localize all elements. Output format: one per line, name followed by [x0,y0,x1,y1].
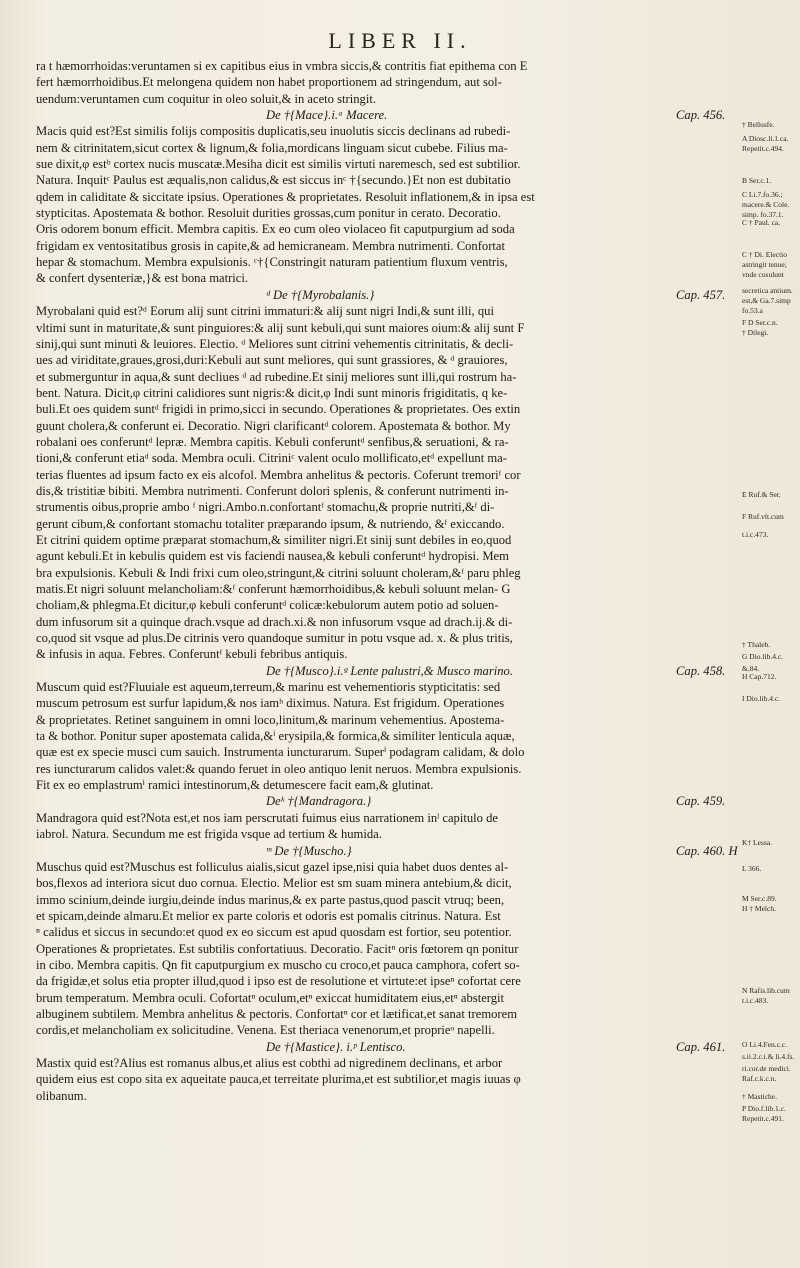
margin-note: H † Melch. [742,904,776,913]
chapter-heading [36,107,736,123]
margin-note: A Diosc.li.1.ca. Repetit.c.494. [742,134,789,153]
chapter-title: Deᵏ †{Mandragora.} [266,794,372,809]
margin-note: † Dilegi. [742,328,769,337]
text-line: qdem in caliditate & siccitate ipsius. Operationes & proprietates. Resoluit inflationem,& in ipsa est [36,189,535,204]
text-line: et spicam,deinde almaru.Et melior ex parte coloris et odoris est pomalis citrinus. Natura. Est [36,908,501,923]
text-line: Operationes & proprietates. Est subtilis confortatiuus. Decoratio. Facitⁿ oris fœtorem qn ponitur [36,941,519,956]
margin-note: N Rafis.lib.cum [742,986,790,995]
text-line: bos,flexos ad interiora sicut duo cornua. Electio. Melior est sm suam minera antebium,& dicit, [36,876,512,891]
text-line: immo scinium,deinde iurgiu,deinde indus marinus,& ex parte pastus,quod pascit vtruq; been, [36,892,505,907]
chapter-heading [36,793,736,809]
text-line: robalani oes conferuntᵈ lepræ. Membra capitis. Kebuli conferuntᵈ senfibus,& seruationi, & ra- [36,434,509,449]
chapter-title: De †{Mace}.i.ᵃ Macere. [266,108,388,123]
margin-note: † Bellusfe. [742,120,775,129]
chapter-number: Cap. 460. H [676,843,738,858]
chapter-heading [36,287,736,303]
margin-note: secretica antium. est,& Ga.7.simp fo.53.a [742,286,793,315]
text-line: frigidam ex ventositatibus grosis in capite,& ad hemicraneam. Membra nutrimenti. Confortat [36,238,505,253]
chapter-heading [36,1039,736,1055]
text-line: olibanum. [36,1088,87,1103]
text-line: vltimi sunt in maturitate,& sunt pinguiores:& alij sunt kebuli,qui sunt maiores oium:& alij sunt F [36,320,525,335]
margin-note: M Ser.c.89. [742,894,777,903]
main-text-column [36,58,736,1104]
text-line: albuginem subtilem. Membra anhelitus & pectoris. Confortatⁿ cor et lætificat,et sanat tremorem [36,1006,517,1021]
margin-note: O Li.4.Fen.c.c. [742,1040,787,1049]
chapter-title: De †{Musco}.i.ᵍ Lente palustri,& Musco marino. [266,663,513,678]
text-line: Myrobalani quid est?ᵈ Eorum alij sunt citrini immaturi:& alij sunt nigri Indi,& sunt illi, qui [36,304,494,319]
margin-note: F Ruf.vlt.cum [742,512,784,521]
text-line: Muscum quid est?Fluuiale est aqueum,terreum,& marinu est vehementioris stypticitatis: sed [36,680,501,695]
text-line: ra t hæmorrhoidas:veruntamen si ex capitibus eius in vmbra siccis,& contritis fiat epithema con E [36,59,528,73]
text-line: & proprietates. Retinet sanguinem in omni loco,linitum,& marinum vehementius. Apostema- [36,712,505,727]
text-line: & infusis in aqua. Febres. Conferuntᶠ kebuli febribus antiquis. [36,647,348,662]
text-line: sue dixit,φ estᵇ cortex nucis muscatæ.Mesiha dicit est similis virtuti naremesch, sed est subtilior. [36,157,521,172]
text-line: choliam,& phlegma.Et dicitur,φ kebuli conferuntᵈ colicæ:kebulorum autem potio ad soluen- [36,598,499,613]
text-line: et submerguntur in aqua,& sunt decliues ᵈ ad rubedine.Et sinij meliores sunt illi,qui rostrum ha- [36,369,517,384]
text-line: agunt kebuli.Et in kebulis quidem est vis faciendi nausea,& kebuli conferuntᵈ hydropisi. Mem [36,549,509,564]
margin-note: I Dio.lib.4.c. [742,694,781,703]
running-header: LIBER II. [328,28,472,53]
text-line: hepar & stomachum. Membra expulsionis. ᶜ†{Constringit naturam patientium fluxum ventris, [36,255,508,270]
chapter-number: Cap. 461. [676,1039,726,1054]
text-line: guunt cholera,& conferunt ei. Decoratio. Nigri clarificantᵈ colorem. Apostemata & bothor. My [36,418,511,433]
margin-note: s.ii.2.c.i.& li.4.fs. [742,1052,795,1061]
margin-note: E Ruf.& Ser. [742,490,781,499]
text-line: bra expulsionis. Kebuli & Indi frixi cum oleo,stringunt,& citrini soluunt choleram,&ᶠ paru phleg [36,565,521,580]
text-line: nem & citrinitatem,sicut cortex & lignum,& folia,mordicans linguam sicut cubebe. Filius ma- [36,140,508,155]
text-line: da frigidæ,et solus etia propter illud,quod i ipso est de resolutione et virtute:et ipseⁿ cofortat cere [36,974,521,989]
text-line: co,quod sit vsque ad plus.De citrinis vero quandoque sumitur in potu vsque ad. x. & plus tritis, [36,631,513,646]
text-line: ⁿ calidus et siccus in secundo:et quod ex eo siccum est apud quosdam est fortior, seu potentior. [36,925,512,940]
text-line: buli.Et oes quidem suntᵈ frigidi in primo,sicci in secundo. Operationes & proprietates. Oes extin [36,402,521,417]
margin-note: C † Paul. ca. [742,218,781,227]
text-line: uendum:veruntamen cum coquitur in oleo soluit,& in aceto stringit. [36,91,376,106]
chapter-heading [36,663,736,679]
text-line: fert hæmorrhoidibus.Et melongena quidem non habet proportionem ad stringendum, aut sol- [36,75,502,90]
margin-note: K† Lessa. [742,838,772,847]
chapter-number: Cap. 456. [676,108,726,123]
text-line: Mandragora quid est?Nota est,et nos iam perscrutati fuimus eius narrationem inˡ capitulo de [36,810,498,825]
margin-note: ri.cor.de medici. [742,1064,791,1073]
text-line: in cibo. Membra capitis. Qn fit caputpurgium ex muscho cu croco,et pauca camphora, cofert so- [36,957,520,972]
margin-note: t.i.c.483. [742,996,769,1005]
margin-note: L 366. [742,864,762,873]
margin-note: Raf.c.k.c.n. [742,1074,777,1083]
text-line: Muschus quid est?Muschus est folliculus aialis,sicut gazel ipse,nisi quia habet duos dentes al- [36,859,509,874]
text-line: iabrol. Natura. Secundum me est frigida vsque ad tertium & humida. [36,827,382,842]
text-line: bent. Natura. Dicit,φ citrini calidiores sunt nigris:& dicit,φ Indi sunt minoris frigiditatis, q ke- [36,385,508,400]
margin-note: H Cap.712. [742,672,777,681]
text-line: tioni,& conferunt etiaᵈ soda. Membra oculi. Citriniᶜ valent oculo mollificato,etᵈ expellunt ma- [36,451,507,466]
text-line: quæ est ex specie musci cum sauich. Instrumenta iuncturarum. Superⁱ podagram calidam, & dolo [36,745,525,760]
margin-note: Repetit.c.491. [742,1114,784,1123]
text-line: strumentis oibus,proprie ambo ᶠ nigri.Ambo.n.confortantᶠ stomachu,& proprie nutriti,&ᶠ di- [36,500,495,515]
margin-note: † Mastiche. [742,1092,777,1101]
text-line: quidem eius est copo sita ex aqueitate pauca,et terreitate plurima,et est subtilior,et magis iuuas φ [36,1072,521,1087]
chapter-number: Cap. 457. [676,287,726,302]
text-line: dum infusorum sit a quinque drach.vsque ad drach.xi.& non infusorum vsque ad drach.ij.& di- [36,614,513,629]
margin-note: F D Ser.c.n. [742,318,778,327]
text-line: cordis,et melancholiam ex solicitudine. Venena. Est theriaca venenorum,et proprieᵒ napelli. [36,1023,495,1038]
text-line: muscum petrosum est surfur lapidum,& nos iamʰ diximus. Natura. Est frigidum. Operationes [36,696,505,711]
chapter-title: De †{Mastice}. i.ᵖ Lentisco. [266,1039,406,1054]
text-line: terias fluentes ad ipsum facto ex eis alcofol. Membra anhelitus & pectoris. Coferunt tremoriᶠ cor [36,467,521,482]
margin-note: &.84. [742,664,760,673]
margin-note: t.i.c.473. [742,530,769,539]
text-line: Mastix quid est?Alius est romanus albus,et alius est cobthi ad nigredinem declinans, et arbor [36,1055,503,1070]
text-line: brum temperatum. Membra oculi. Cofortatⁿ oculum,etⁿ exiccat humiditatem eius,etⁿ abstergit [36,990,505,1005]
text-line: & confert dysenteriæ,}& est bona matrici. [36,271,249,286]
chapter-number: Cap. 459. [676,794,726,809]
text-line: gerunt cibum,& confortant stomachu totaliter præparando ipsum, & nutriendo, &ᶠ exiccando. [36,516,505,531]
margin-note: C Li.7.fo.36.; macere.& Cole. simp. fo.37.1. [742,190,790,219]
chapter-heading [36,843,736,859]
text-line: Et citrini quidem optime præparat stomachum,& similiter nigri.Et sinij sunt debiles in eo,quod [36,532,512,547]
text-line: ues ad viriditate,graues,grosi,duri:Kebuli aut sunt meliores, qui sunt grassiores, & ᵈ grauiores, [36,353,508,368]
text-line: sinij,qui sunt minuti & leuiores. Electio. ᵈ Meliores sunt citrini vehementis citrinitatis, & decli- [36,336,514,351]
text-line: matis.Et nigri soluunt melancholiam:&ᶠ conferunt hæmorrhoidibus,& kebuli soluunt melan- G [36,582,511,596]
text-line: Fit ex eo emplastrumⁱ ramici intestinorum,& detumescere facit eam,& glutinat. [36,778,434,793]
margin-note: † Thaleb. [742,640,771,649]
margin-note: P Dio.f.lib.1.c. [742,1104,786,1113]
text-line: res iuncturarum calidos valet:& quando feruet in oleo antiquo lenit neruos. Membra expulsionis. [36,761,522,776]
text-line: stypticitas. Apostemata & bothor. Resoluit durities grossas,cum ponitur in cerato. Decoratio. [36,206,501,221]
text-line: Natura. Inquitᶜ Paulus est æqualis,non calidus,& est siccus inᶜ †{secundo.}Et non est dubitatio [36,173,511,188]
text-line: Macis quid est?Est similis folijs compositis duplicatis,seu inuolutis siccis declinans ad rubedi- [36,124,511,139]
text-line: Oris odorem bonum efficit. Membra capitis. Ex eo cum oleo violaceo fit caputpurgium ad soda [36,222,515,237]
chapter-title: ᵈ De †{Myrobalanis.} [266,287,375,302]
text-line: ta & bothor. Ponitur super apostemata calida,&ⁱ erysipila,& formica,& similiter lenticula aquæ, [36,729,515,744]
chapter-title: ᵐ De †{Muscho.} [266,843,352,858]
chapter-number: Cap. 458. [676,663,726,678]
text-line: dis,& tristitiæ bibiti. Membra nutrimenti. Conferunt dolori splenis, & conferunt nutrimenti in- [36,483,509,498]
margin-note: B Ser.c.1. [742,176,772,185]
margin-note: C † Di. Electio astringit tenue; vnde cosulunt [742,250,787,279]
margin-note: G Dio.lib.4.c. [742,652,784,661]
